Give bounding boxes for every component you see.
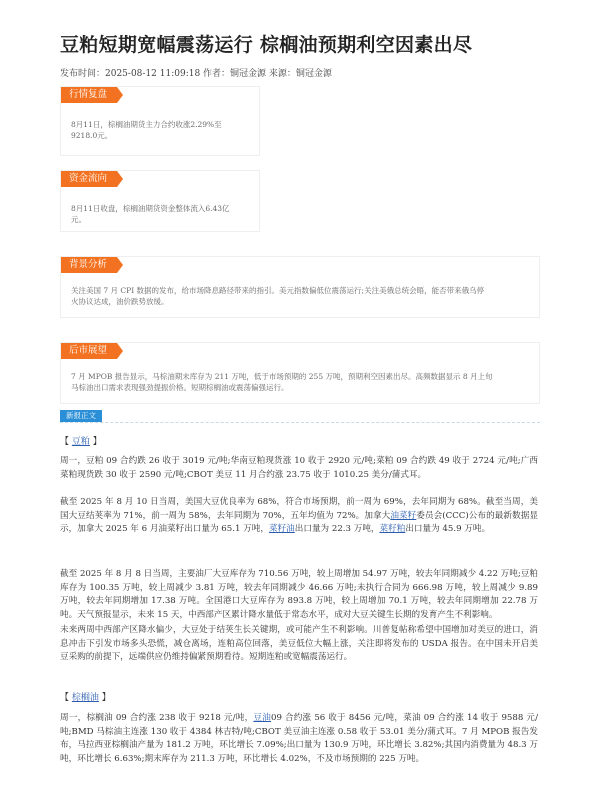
article-title: 豆粕短期宽幅震荡运行 棕榈油预期利空因素出尽 (60, 34, 473, 56)
paragraph-text: 09 合约涨 56 收于 8456 元/吨，菜油 09 合约涨 14 收于 9588 元/吨;BMD 马棕油主连涨 130 收于 4384 林吉特/吨;CBOT 美豆油主连涨 0.58 收于 53.01 美分/蒲式耳。7 月 MPOB 报告发布，马拉西亚棕榈油产量为 181.2 万吨，环比增长 7.09%;出口量为 130.9 万吨，环比增长 3.82%;其国内消费量为 48.3 万吨，环比增长 6.63%;期末库存为 211.3 万吨，环比增长 4.02%，不及市场预期的 225 万吨。 (60, 713, 538, 764)
background-analysis-tag: 背景分析 (61, 257, 117, 273)
outlook-tag: 后市展望 (61, 343, 117, 359)
paragraph-text: 截至 2025 年 8 月 8 日当周，主要油厂大豆库存为 710.56 万吨，较上周增加 54.97 万吨，较去年同期减少 4.22 万吨;豆粕库存为 100.35 万吨，较上周减少 3.81 万吨，较去年同期减少 46.66 万吨;未执行合同为 666.98 万吨，较上周减少 9.89 万吨，较去年同期增加 17.38 万吨。全国港口大豆库存为 893.8 万吨，较上周增加 70.1 万吨，较去年同期增加 22.78 万吨。天气预报显示，未来 15 天，中西部产区累计降水量低于常态水平，成对大豆关键生长期的发育产生不利影响。 (60, 569, 538, 620)
outlook-box (60, 342, 540, 404)
paragraph (60, 712, 538, 766)
rapeseed-oil-link[interactable]: 菜籽油 (268, 524, 295, 534)
paragraph-text: 委员会(CCC)公布的最新数据显示，加拿大 2025 年 6 月油菜籽出口量为 65.1 万吨， (60, 510, 538, 534)
heading-bracket-open: 【 (60, 437, 72, 447)
paragraph-text: 出口量为 22.3 万吨， (294, 524, 380, 534)
capital-flow-tag: 资金流向 (61, 171, 117, 187)
paragraph (60, 624, 538, 665)
paragraph (60, 496, 538, 537)
news-body-label: 新报正文 (60, 410, 102, 422)
section-heading-palm-oil (60, 690, 111, 703)
section-heading-soymeal (60, 434, 102, 447)
paragraph (60, 455, 538, 482)
heading-bracket-close: 】 (98, 693, 111, 703)
capital-flow-box (60, 170, 260, 232)
article-meta: 发布时间：2025-08-12 11:09:18 作者：铜冠金源 来源：铜冠金源 (60, 69, 332, 79)
background-analysis-box (60, 256, 540, 318)
palm-oil-link[interactable]: 棕榈油 (71, 693, 99, 703)
market-review-box (60, 86, 260, 156)
paragraph (60, 568, 538, 622)
market-review-text: 8月11日，棕榈油期货主力合约收涨2.29%至 9218.0元。 (71, 120, 222, 140)
market-review-tag: 行情复盘 (61, 87, 117, 103)
soybean-oil-link[interactable]: 豆油 (253, 713, 272, 723)
rapeseed-link[interactable]: 油菜籽 (390, 510, 417, 521)
background-analysis-text: 关注美国 7 月 CPI 数据的发布，给市场降息路径带来的指引。美元指数偏低位震荡运行;关注美俄总统会晤，能否带来俄乌停 火协议达成，油价跌势放缓。 (71, 286, 485, 306)
paragraph-text: 周一，棕榈油 09 合约涨 238 收于 9218 元/吨， (60, 713, 254, 723)
rapeseed-meal-link[interactable]: 菜籽粕 (379, 524, 406, 534)
heading-bracket-close: 】 (89, 437, 102, 447)
paragraph-text: 出口量为 45.9 万吨。 (405, 524, 491, 534)
heading-bracket-open: 【 (60, 693, 72, 703)
paragraph-text: 未来两周中西部产区降水偏少，大豆处于结荚生长关键期，或可能产生不利影响。川普复帖称希望中国增加对美豆的进口，消息冲击下引发市场多头恐慌，减仓离场，连粕高位回落，美豆低位大幅上涨，关注即将发布的 USDA 报告。在中国未开启美豆采购的前提下，远端供应仍维持偏紧预期看待。短期连粕或宽幅震荡运行。 (60, 625, 538, 662)
capital-flow-text: 8月11日收盘，棕榈油期货资金整体流入6.43亿 元。 (71, 204, 230, 224)
soymeal-link[interactable]: 豆粕 (71, 437, 90, 447)
paragraph-text: 截至 2025 年 8 月 10 日当周，美国大豆优良率为 68%，符合市场预期，前一周为 69%，去年同期为 68%。截至当周，美国大豆结荚率为 71%，前一周为 58%，去年同期为 70%，五年均值为 72%。加拿大 (60, 497, 538, 521)
paragraph-text: 周一，豆粕 09 合约跌 26 收于 3019 元/吨;华南豆粕现货涨 10 收于 2920 元/吨;菜粕 09 合约跌 49 收于 2724 元/吨;广西菜粕现货跌 30 收于 2590 元/吨;CBOT 美豆 11 月合约涨 23.75 收于 1010.25 美分/蒲式耳。 (60, 456, 538, 480)
news-divider (60, 422, 540, 423)
outlook-text: 7 月 MPOB 报告显示，马棕油期末库存为 211 万吨，低于市场预期的 255 万吨，预期利空因素出尽。高频数据显示 8 月上旬 马棕油出口需求表现强劲提振价格。短期棕榈油或震荡偏强运行。 (71, 372, 493, 392)
